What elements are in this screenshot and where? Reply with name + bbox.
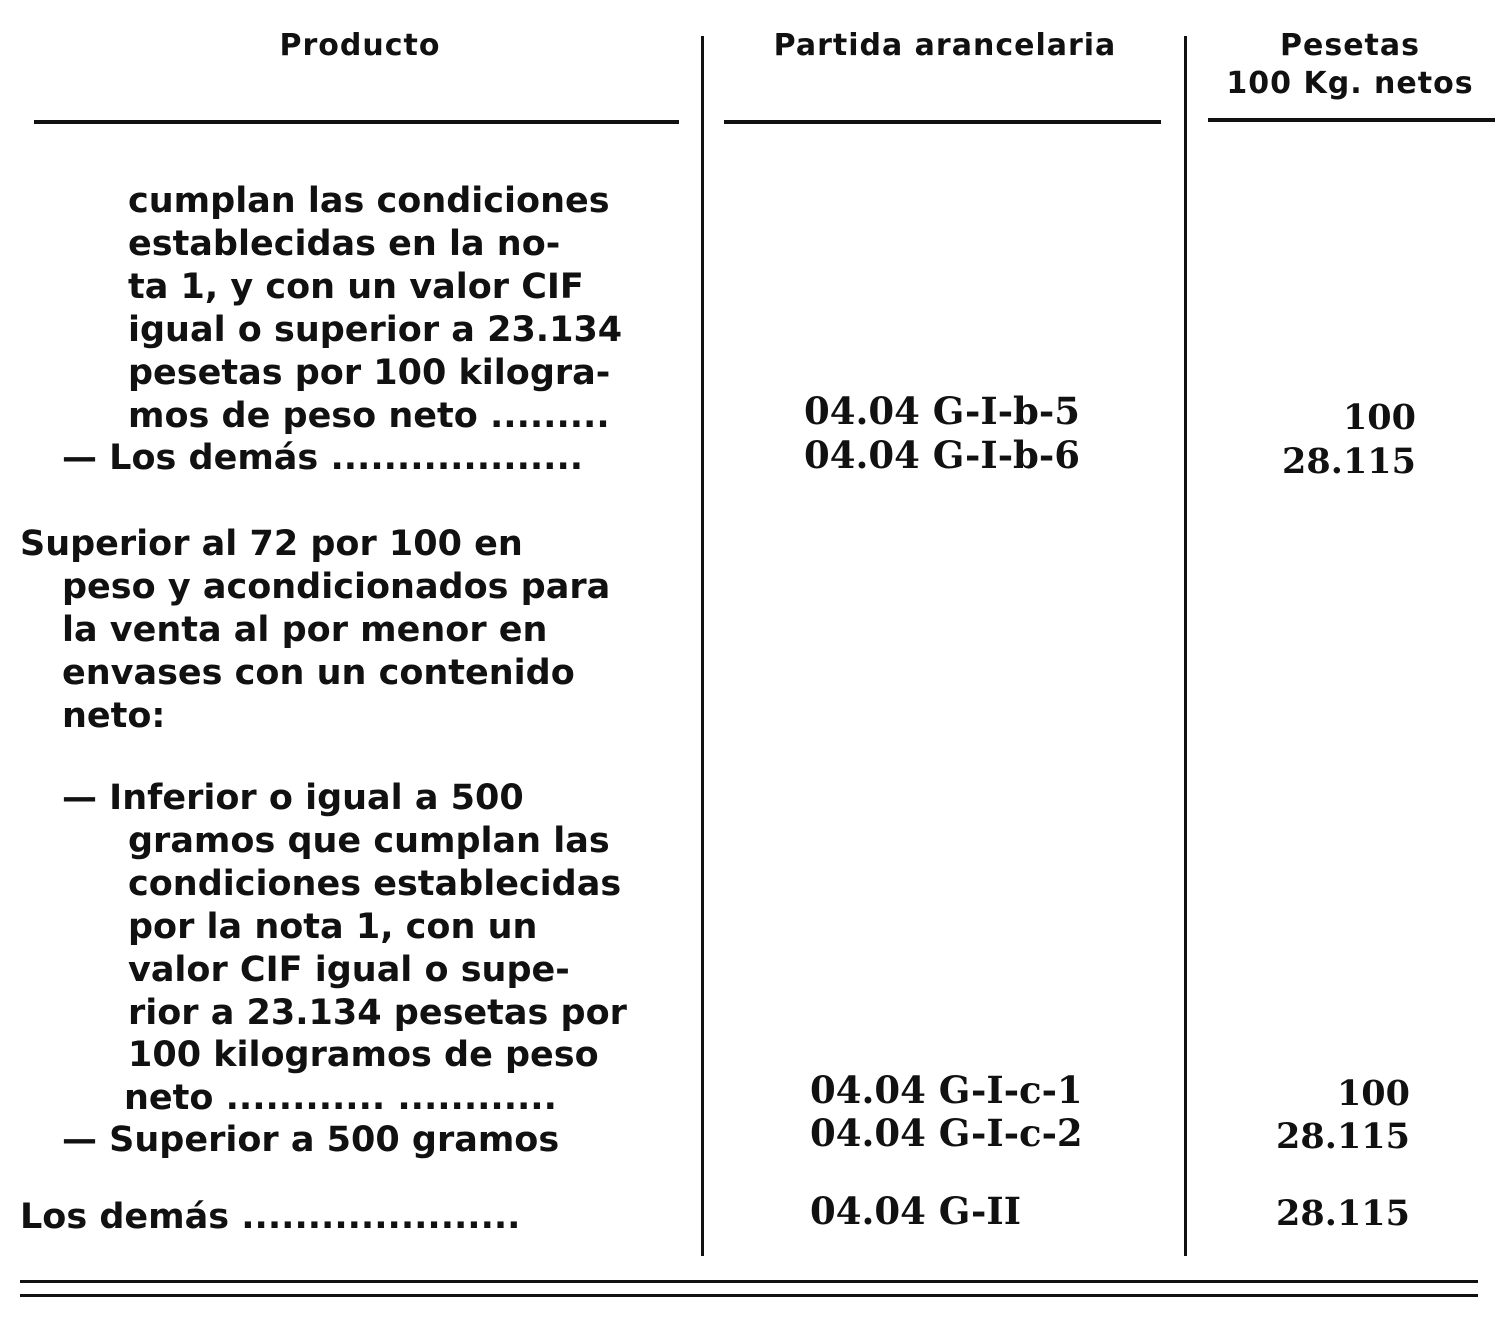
price-value: 28.115 [1282, 441, 1416, 482]
header-rule-pesetas [1208, 118, 1495, 122]
column-divider-2 [1184, 36, 1187, 1256]
product-line: igual o superior a 23.134 [128, 310, 623, 350]
product-line: peso y acondicionados para [62, 567, 611, 607]
product-line: neto ............ ............ [124, 1078, 557, 1118]
column-divider-1 [701, 36, 704, 1256]
tariff-code: 04.04 G-I-c-2 [810, 1111, 1083, 1155]
product-line: ta 1, y con un valor CIF [128, 267, 584, 307]
header-pesetas: Pesetas [1280, 28, 1420, 63]
product-line: por la nota 1, con un [128, 907, 538, 947]
tariff-code: 04.04 G-I-b-6 [804, 433, 1081, 477]
price-value: 28.115 [1276, 1193, 1410, 1234]
product-line: neto: [62, 696, 166, 736]
product-line: — Inferior o igual a 500 [62, 778, 524, 818]
bottom-rule-top [20, 1280, 1478, 1283]
price-value: 28.115 [1276, 1116, 1410, 1157]
product-line: valor CIF igual o supe- [128, 950, 570, 990]
product-line: establecidas en la no- [128, 224, 561, 264]
bottom-rule-bottom [20, 1294, 1478, 1297]
product-line: 100 kilogramos de peso [128, 1035, 599, 1075]
product-line: Superior al 72 por 100 en [20, 524, 523, 564]
header-producto: Producto [279, 28, 441, 63]
tariff-code: 04.04 G-I-c-1 [810, 1068, 1083, 1112]
price-value: 100 [1336, 1073, 1410, 1114]
product-line: rior a 23.134 pesetas por [128, 993, 627, 1033]
product-line: la venta al por menor en [62, 610, 548, 650]
product-line: cumplan las condiciones [128, 181, 610, 221]
tariff-code: 04.04 G-II [810, 1189, 1021, 1233]
product-line: pesetas por 100 kilogra- [128, 353, 611, 393]
product-line: — Superior a 500 gramos [62, 1120, 560, 1160]
header-rule-producto [34, 120, 679, 124]
product-line: envases con un contenido [62, 653, 575, 693]
product-line: mos de peso neto ......... [128, 396, 610, 436]
product-line: condiciones establecidas [128, 864, 622, 904]
header-partida-arancelaria: Partida arancelaria [773, 28, 1117, 63]
product-line: — Los demás ................... [62, 438, 584, 478]
price-value: 100 [1342, 397, 1416, 438]
header-rule-partida [724, 120, 1161, 124]
product-line: gramos que cumplan las [128, 821, 610, 861]
tariff-code: 04.04 G-I-b-5 [804, 389, 1081, 433]
product-line: Los demás ..................... [20, 1197, 521, 1237]
header-100kg-netos: 100 Kg. netos [1226, 66, 1474, 101]
